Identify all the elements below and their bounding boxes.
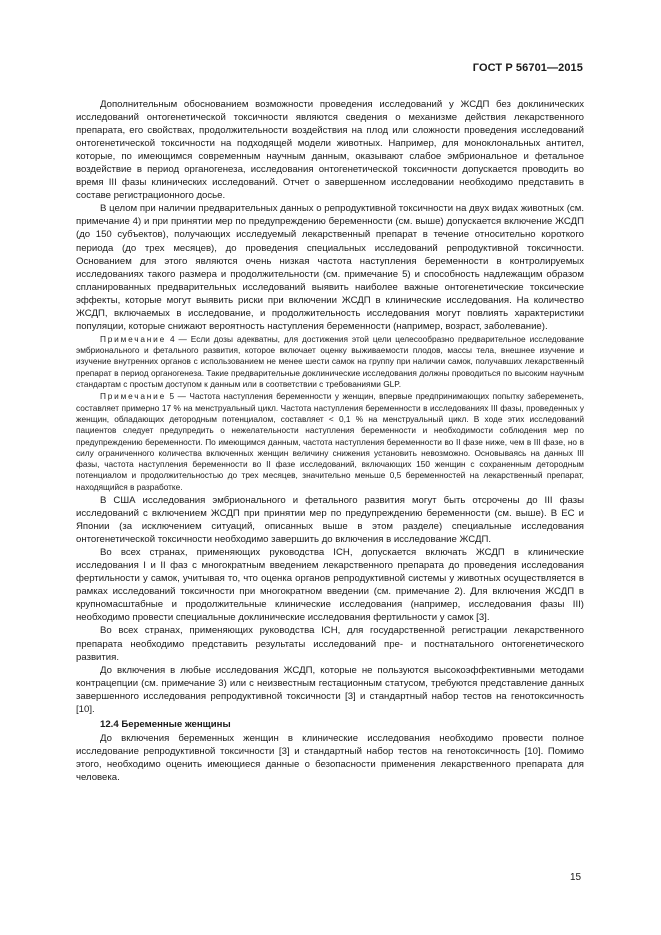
paragraph-contraception: До включения в любые исследования ЖСДП, которые не пользуются высокоэффективными методами контрацепции (см. примечание 3) или с неизвестным гестационным статусом, требуются представление данных завершенного исследования репродуктивной токсичности [3] и стандартный набор тестов на генотоксичность [10]. — [76, 664, 584, 715]
page-number: 15 — [570, 872, 582, 883]
note-5-text: 5 — Частота наступления беременности у женщин, впервые предпринимающих попытку забеременеть, составляет примерно 17 % на менструальный цикл. Частота наступления беременности в исследованиях III фазы, проведенных у женщин, обладающих детородным потенциалом, составляет < 0,1 % на менструальный цикл. В ходе этих исследований пациентов следует предупредить о нежелательности наступления беременности и необходимости соблюдения мер по предупреждению беременности. По имеющимся данным, частота наступления беременности во II фазе ниже, чем в III фазе, но в силу ограниченного количества включенных женщин величину снижения установить невозможно. Основываясь на данных III фазы, частота наступления беременности во II фазе исследований, включающих 150 женщин с сохраненным детородным потенциалом и продолжительностью до трех месяцев, значительно меньше 0,5 беременностей на лекарственный препарат, находящийся в разработке. — [76, 391, 584, 492]
paragraph-pregnant-women: До включения беременных женщин в клинические исследования необходимо провести полное исследование репродуктивной токсичности [3] и стандартный набор тестов на генотоксичность [10]. Помимо этого, необходимо оценить имеющиеся данные о безопасности применения лекарственного препарата для человека. — [76, 732, 584, 783]
note-4-label: Примечание — [100, 333, 167, 344]
section-heading: 12.4 Беременные женщины — [100, 718, 231, 730]
paragraph-fertility: Во всех странах, применяющих руководства ICH, допускается включать ЖСДП в клинические исследования I и II фаз с многократным введением лекарственного препарата до проведения исследования фертильности у самок, учитывая то, что оценка органов репродуктивной системы у животных осуществляется в рамках исследований токсичности при многократном введении (см. примечание 2). Для включения ЖСДП в крупномасштабные и продолжительные клинические исследования (например, исследования фазы III) необходимо провести специальные доклинические исследования фертильности у самок [3]. — [76, 547, 584, 624]
paragraph-justification: Дополнительным обоснованием возможности проведения исследований у ЖСДП без доклинических исследований онтогенетической токсичности являются сведения о механизме действия лекарственного препарата, его свойствах, продолжительности воздействия на плод или сложности проведения исследований онтогенетической токсичности на подходящей модели животных. Например, для моноклональных антител, которые, по имеющимся современным научным данным, оказывают слабое эмбриональное и фетальное воздействие в период органогенеза, исследования онтогенетической токсичности допускается проводить во время III фазы клинических исследований. Отчет о завершенном исследовании необходимо представить в составе регистрационного досье. — [76, 99, 584, 202]
paragraph-prenatal: Во всех странах, применяющих руководства ICH, для государственной регистрации лекарственного препарата необходимо представить результаты исследований пре- и постнатального онтогенетического развития. — [76, 625, 584, 663]
paragraph-usa-eu-japan: В США исследования эмбрионального и фетального развития могут быть отсрочены до III фазы исследований с включением ЖСДП при принятии мер по предупреждению беременности (см. выше). В ЕС и Японии (за исключением ситуаций, описанных выше в этом разделе) специальные исследования онтогенетической токсичности необходимо завершить до включения в исследование ЖСДП. — [76, 495, 584, 546]
note-4 — [76, 334, 584, 390]
standard-number: ГОСТ Р 56701—2015 — [472, 62, 583, 74]
note-5 — [76, 391, 584, 493]
document-body — [76, 98, 584, 784]
note-4-text: 4 — Если дозы адекватны, для достижения этой цели целесообразно предварительное исследование эмбрионального и фетального развития, которое включает оценку выживаемости плодов, массы тела, внешнее изучение и изучение внутренних органов с использованием не менее шести самок на группу при наличии самок, получавших лекарственный препарат в период органогенеза. Такие предварительные доклинические исследования должны проводиться по высоким научным стандартам с простым доступом к данным или в соответствии с требованиями GLP. — [76, 333, 584, 390]
note-5-label: Примечание — [100, 391, 167, 402]
paragraph-preliminary-data: В целом при наличии предварительных данных о репродуктивной токсичности на двух видах животных (см. примечание 4) и при принятии мер по предупреждению беременности (см. выше) допускается включение ЖСДП (до 150 субъектов), получающих исследуемый лекарственный препарат в течение относительно короткого периода (до трех месяцев), до проведения специальных исследований репродуктивной токсичности. Основанием для этого являются очень низкая частота наступления беременности в контролируемых исследованиях такого размера и продолжительности (см. примечание 5) и способность надлежащим образом спланированных предварительных исследований выявить наиболее важные онтогенетические токсические эффекты, которые могут выявить риски при включении ЖСДП в клинические исследования. На количество ЖСДП, включаемых в исследование, и продолжительность исследования могут повлиять характеристики популяции, которые снижают вероятность наступления беременности (например, возраст, заболевание). — [76, 203, 584, 332]
